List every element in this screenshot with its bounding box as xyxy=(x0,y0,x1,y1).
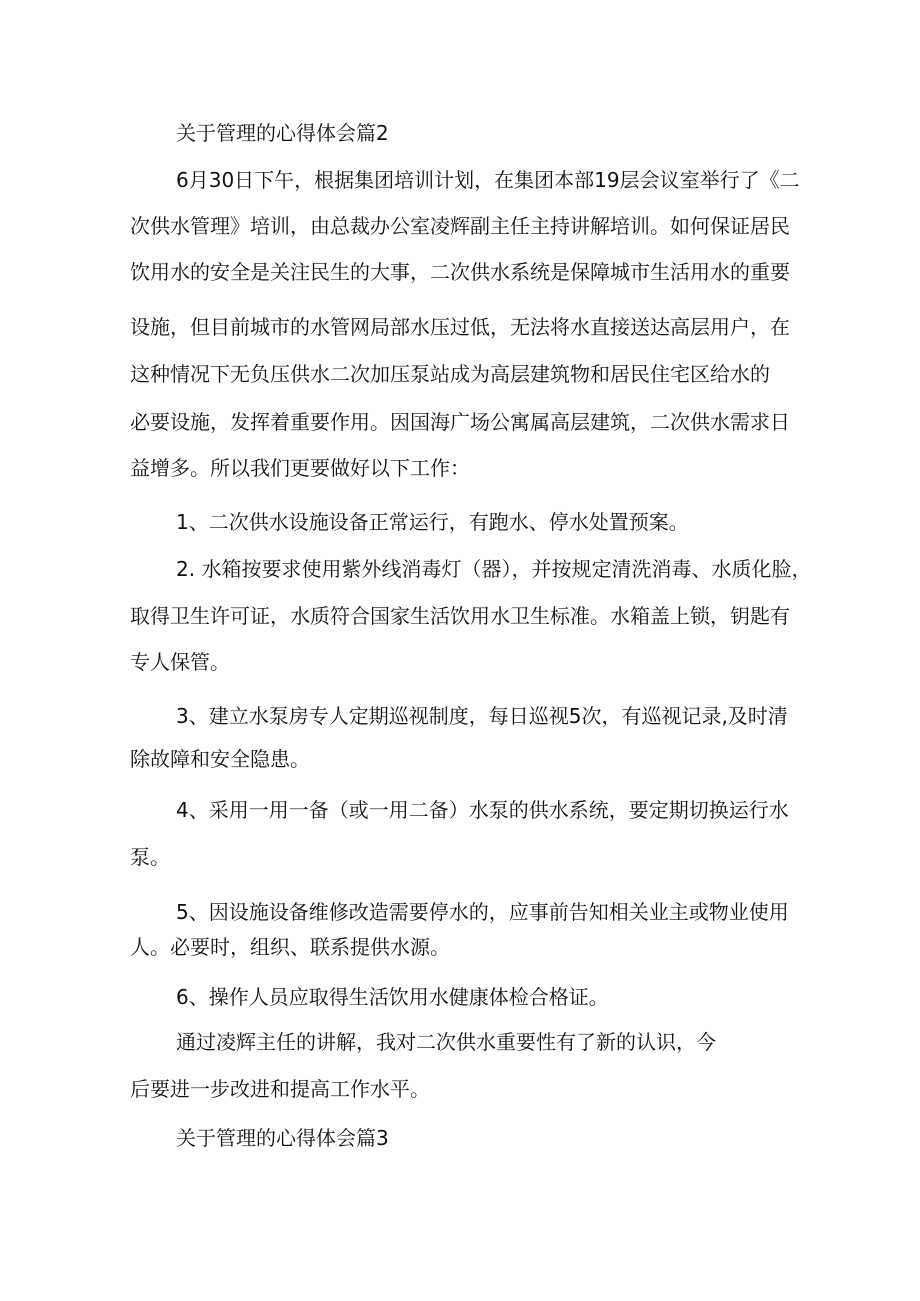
list-item: 3、建立水泵房专人定期巡视制度，每日巡视5次，有巡视记录,及时清 xyxy=(176,704,788,728)
paragraph-line: 饮用水的安全是关注民生的大事，二次供水系统是保障城市生活用水的重要 xyxy=(130,260,790,284)
list-item-continuation: 取得卫生许可证，水质符合国家生活饮用水卫生标准。水箱盖上锁，钥匙有 xyxy=(130,604,790,628)
paragraph-line: 必要设施，发挥着重要作用。因国海广场公寓属高层建筑，二次供水需求日 xyxy=(130,410,790,434)
list-item-continuation: 专人保管。 xyxy=(130,650,230,674)
list-item: 5、因设施设备维修改造需要停水的，应事前告知相关业主或物业使用 xyxy=(176,900,789,924)
list-item-continuation: 人。必要时，组织、联系提供水源。 xyxy=(130,935,450,959)
conclusion-line: 后要进一步改进和提高工作水平。 xyxy=(130,1077,430,1101)
paragraph-line: 设施，但目前城市的水管网局部水压过低，无法将水直接送达高层用户，在 xyxy=(130,315,790,339)
section-heading: 关于管理的心得体会篇3 xyxy=(176,1126,389,1150)
conclusion-line: 通过凌辉主任的讲解，我对二次供水重要性有了新的认识，今 xyxy=(176,1030,716,1054)
list-item: 6、操作人员应取得生活饮用水健康体检合格证。 xyxy=(176,985,609,1009)
paragraph-line: 6月30日下午，根据集团培训计划，在集团本部19层会议室举行了《二 xyxy=(176,168,800,192)
list-item: 1、二次供水设施设备正常运行，有跑水、停水处置预案。 xyxy=(176,510,689,534)
paragraph-line: 次供水管理》培训，由总裁办公室凌辉副主任主持讲解培训。如何保证居民 xyxy=(130,214,790,238)
list-item: 2. 水箱按要求使用紫外线消毒灯（器），并按规定清洗消毒、水质化脸， xyxy=(176,557,812,581)
paragraph-line: 益增多。所以我们更要做好以下工作： xyxy=(130,456,470,480)
list-item-continuation: 泵。 xyxy=(130,845,170,869)
section-heading: 关于管理的心得体会篇2 xyxy=(176,121,389,145)
list-item-continuation: 除故障和安全隐患。 xyxy=(130,747,310,771)
list-item: 4、采用一用一备（或一用二备）水泵的供水系统，要定期切换运行水 xyxy=(176,798,789,822)
paragraph-line: 这种情况下无负压供水二次加压泵站成为高层建筑物和居民住宅区给水的 xyxy=(130,362,770,386)
